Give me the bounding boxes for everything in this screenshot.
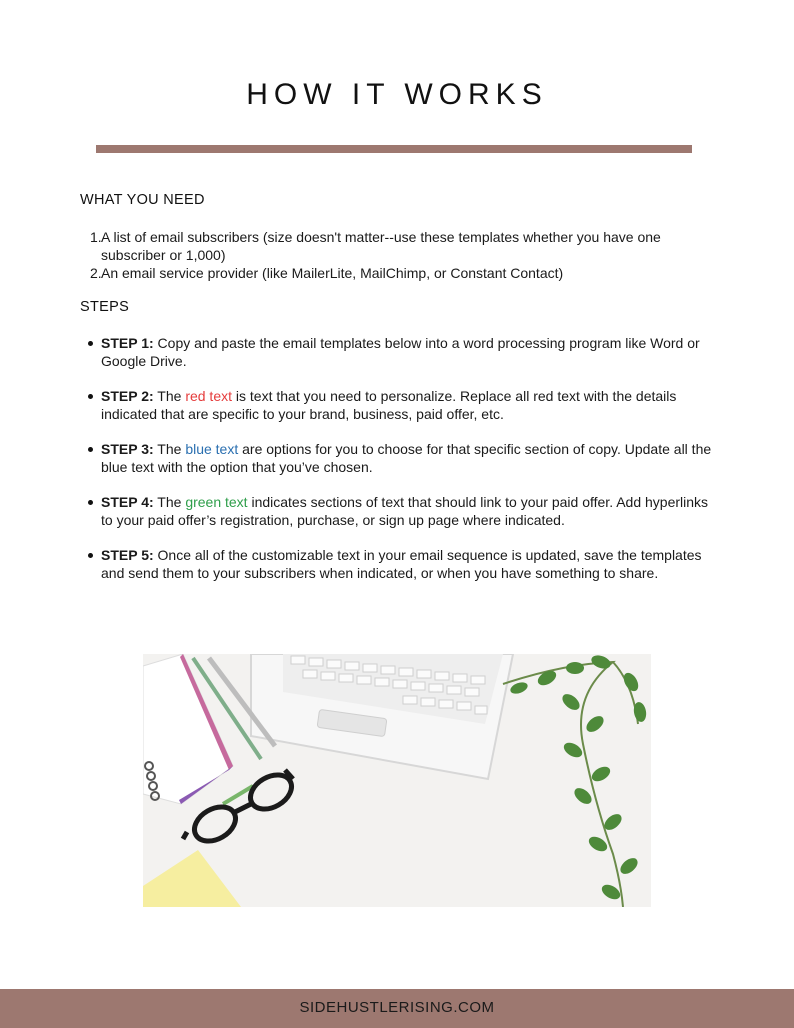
bullet-icon bbox=[88, 553, 93, 558]
desk-photo bbox=[143, 654, 651, 907]
step-item bbox=[80, 546, 720, 582]
title-divider bbox=[96, 145, 692, 153]
needs-item-number: 2. bbox=[90, 265, 102, 281]
desk-photo-illustration bbox=[143, 654, 651, 907]
bullet-icon bbox=[88, 500, 93, 505]
bullet-icon bbox=[88, 341, 93, 346]
steps-list bbox=[80, 334, 720, 599]
step-label: STEP 1: bbox=[101, 335, 154, 351]
needs-item bbox=[80, 228, 720, 264]
step-label: STEP 2: bbox=[101, 388, 154, 404]
needs-item bbox=[80, 264, 720, 282]
step-text: The bbox=[153, 441, 186, 457]
step-text: is text that you need to personalize. Replace all red text with the details indicated that are specific to your brand, business, paid offer, etc. bbox=[101, 388, 677, 422]
step-item bbox=[80, 387, 720, 423]
what-you-need-heading: WHAT YOU NEED bbox=[80, 192, 205, 208]
footer-website: SIDEHUSTLERISING.COM bbox=[299, 999, 495, 1016]
bullet-icon bbox=[88, 447, 93, 452]
step-text: are options for you to choose for that specific section of copy. Update all the blue text with the option that you’ve chosen. bbox=[101, 441, 712, 475]
footer-bar bbox=[0, 989, 794, 1028]
step-text: The bbox=[153, 388, 186, 404]
step-item bbox=[80, 440, 720, 476]
red-text-example: red text bbox=[185, 388, 233, 404]
step-text: Once all of the customizable text in your email sequence is updated, save the templates and send them to your subscribers when indicated, or when you have something to share. bbox=[101, 547, 702, 581]
step-text: The bbox=[153, 494, 186, 510]
blue-text-example: blue text bbox=[185, 441, 239, 457]
step-text: Copy and paste the email templates below into a word processing program like Word or Google Drive. bbox=[101, 335, 700, 369]
step-label: STEP 3: bbox=[101, 441, 154, 457]
needs-list bbox=[80, 228, 720, 282]
needs-item-text: A list of email subscribers (size doesn't matter--use these templates whether you have one subscriber or 1,000) bbox=[101, 229, 661, 263]
step-text: indicates sections of text that should link to your paid offer. Add hyperlinks to your paid offer’s registration, purchase, or sign up page where indicated. bbox=[101, 494, 709, 528]
bullet-icon bbox=[88, 394, 93, 399]
needs-item-text: An email service provider (like MailerLite, MailChimp, or Constant Contact) bbox=[101, 265, 564, 281]
step-label: STEP 4: bbox=[101, 494, 154, 510]
step-item bbox=[80, 493, 720, 529]
step-item bbox=[80, 334, 720, 370]
steps-heading: STEPS bbox=[80, 299, 130, 315]
needs-item-number: 1. bbox=[90, 229, 102, 245]
green-text-example: green text bbox=[185, 494, 248, 510]
step-label: STEP 5: bbox=[101, 547, 154, 563]
page-title: HOW IT WORKS bbox=[246, 78, 548, 111]
